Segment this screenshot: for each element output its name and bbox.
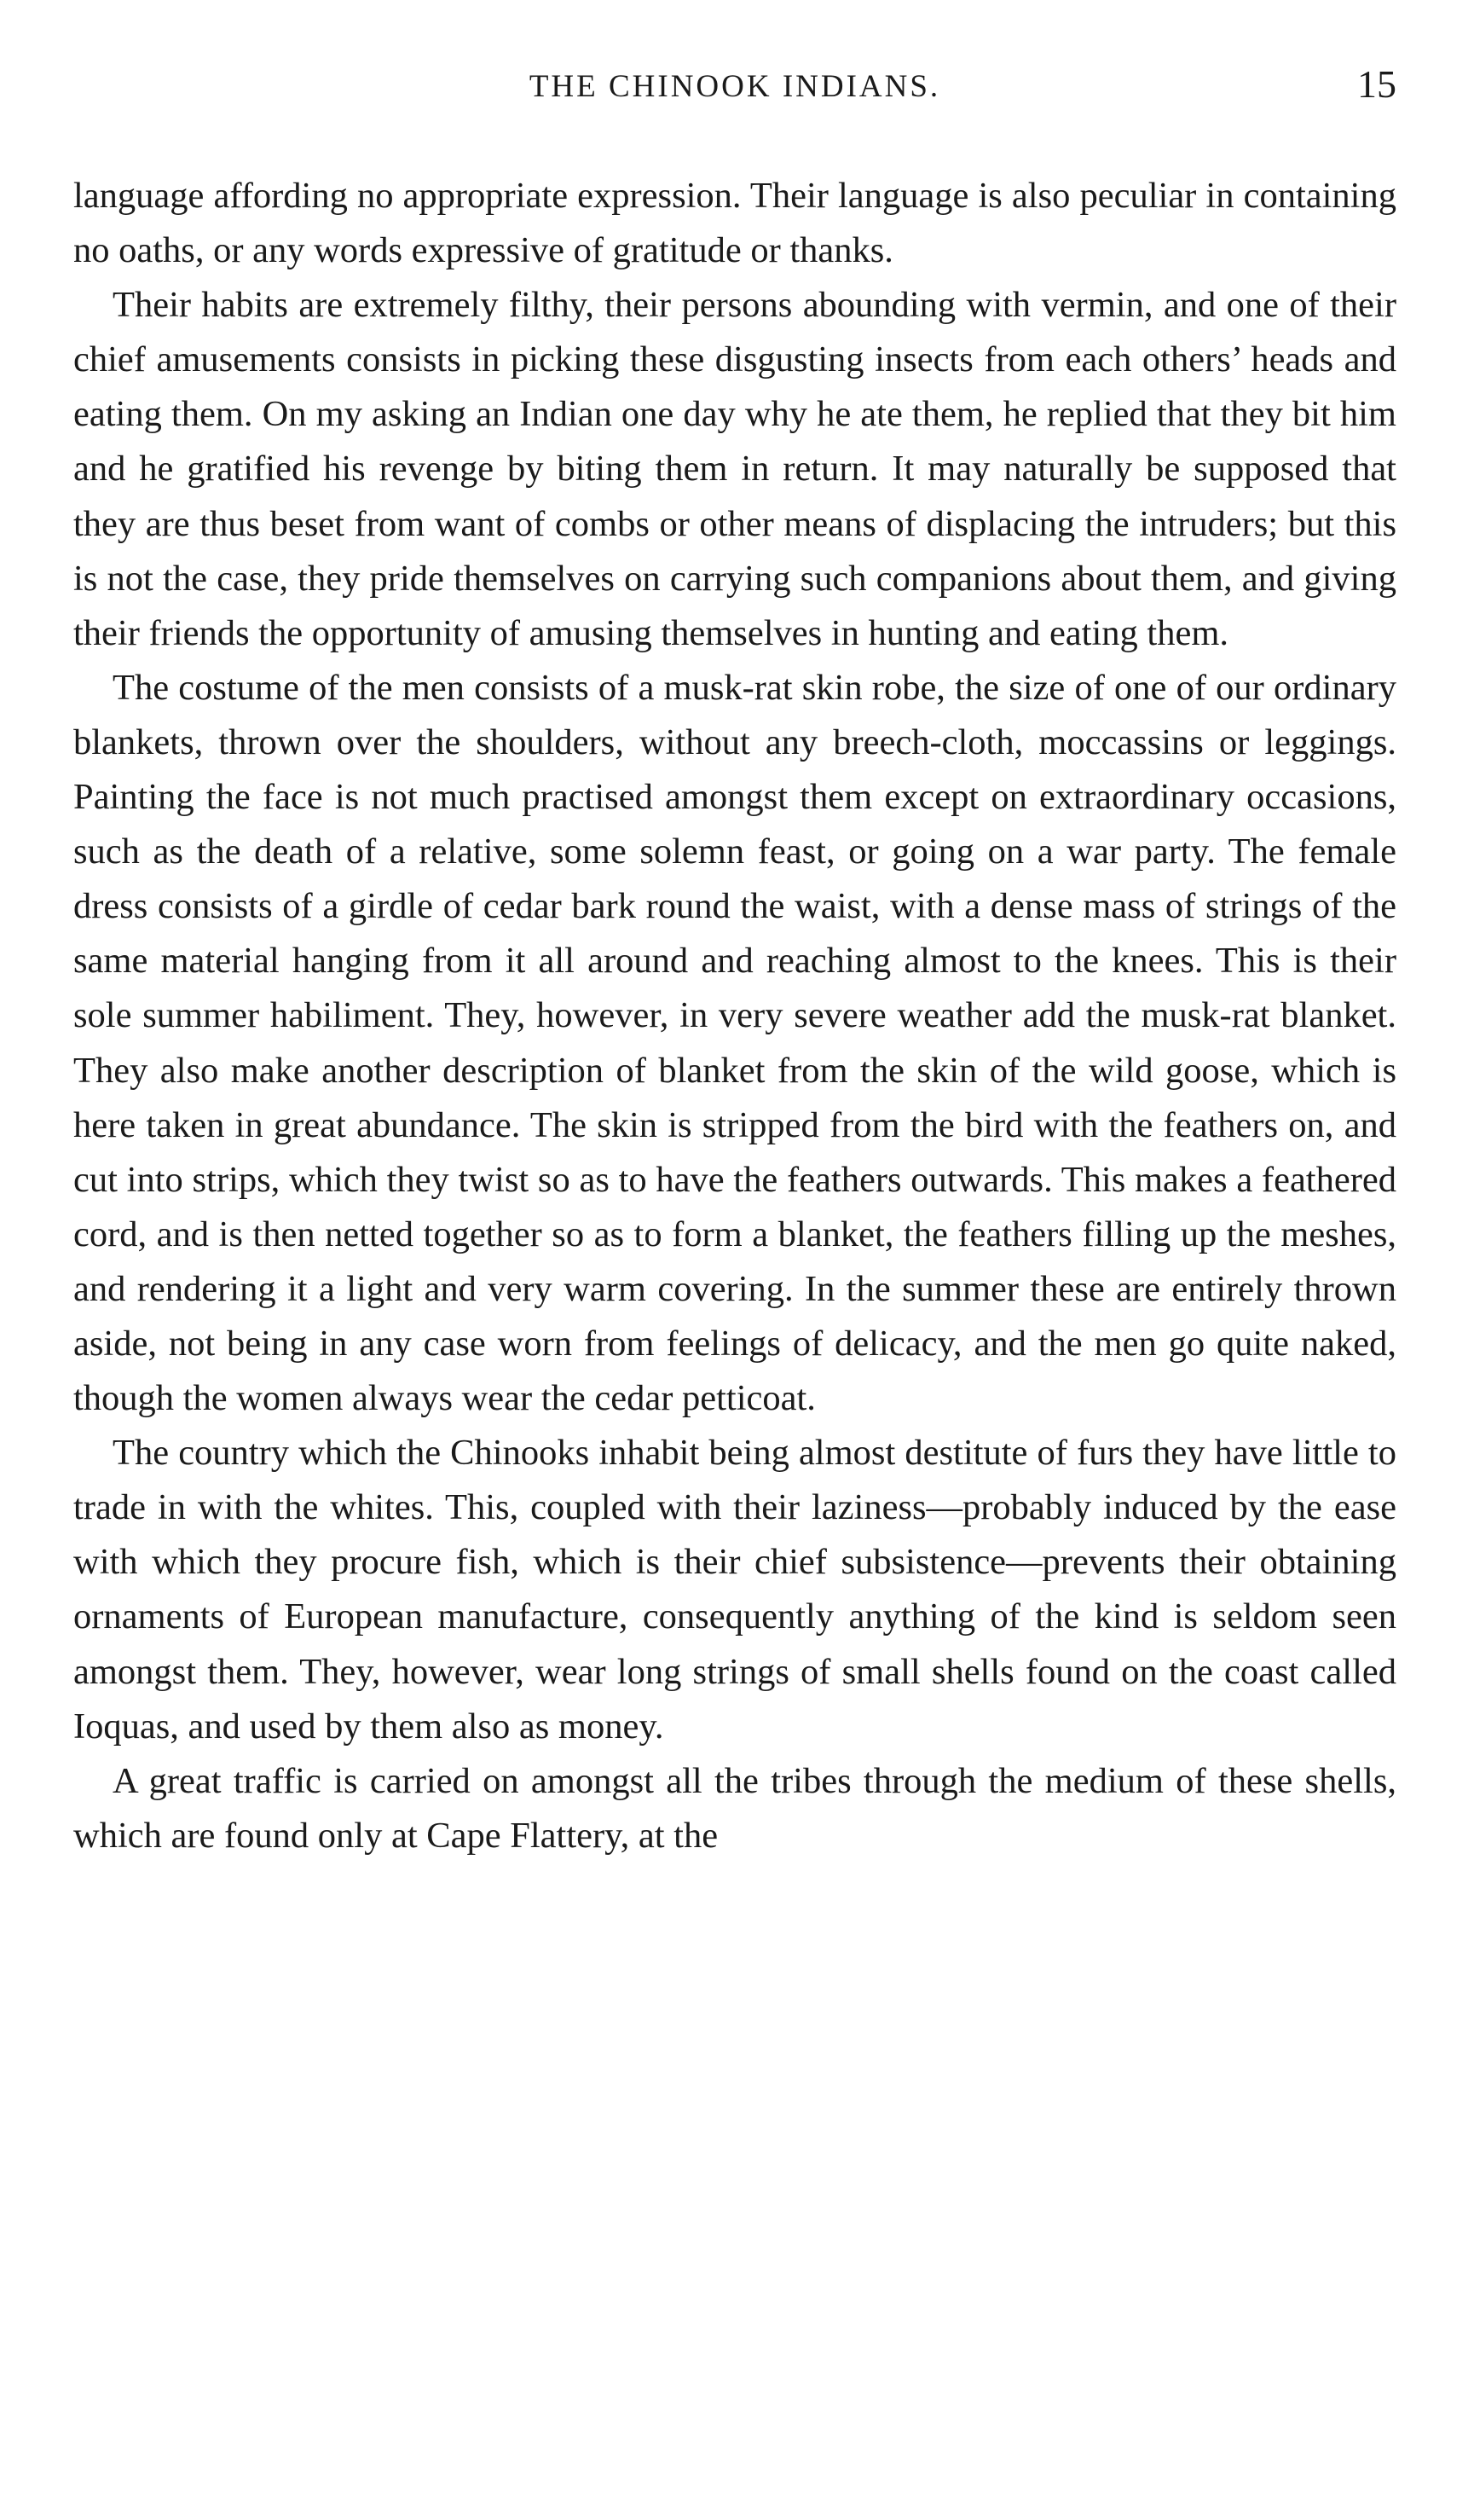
paragraph-habits: Their habits are extremely filthy, their persons abounding with vermin, and one of their chief amusements consists in picking these disgusting insects from each others’ heads and eating them. On my asking an Indian one day why he ate them, he replied that they bit him and he gratified his revenge by biting them in return. It may naturally be supposed that they are thus beset from want of combs or other means of displacing the intruders; but this is not the case, they pride themselves on carrying such companions about them, and giving their friends the opportunity of amusing themselves in hunting and eating them. [73, 285, 1396, 653]
running-head [73, 61, 1396, 121]
page-number: 15 [1357, 62, 1396, 106]
paragraph-country: The country which the Chinooks inhabit being almost destitute of furs they have little to trade in with the whites. This, coupled with their laziness—probably induced by the ease with which they procure fish, which is their chief subsistence—prevents their obtaining ornaments of European manufacture, consequently anything of the kind is seldom seen amongst them. They, however, wear long strings of small shells found on the coast called Ioquas, and used by them also as money. [73, 1433, 1396, 1747]
book-page [73, 61, 1396, 1863]
paragraph-continuation: language affording no appropriate expression. Their language is also peculiar in containing no oaths, or any words expressive of gratitude or thanks. [73, 176, 1396, 271]
paragraph-costume: The costume of the men consists of a musk-rat skin robe, the size of one of our ordinary blankets, thrown over the shoulders, without any breech-cloth, moccassins or leggings. Painting the face is not much practised amongst them except on extraordinary occasions, such as the death of a relative, some solemn feast, or going on a war party. The female dress consists of a girdle of cedar bark round the waist, with a dense mass of strings of the same material hanging from it all around and reaching almost to the knees. This is their sole summer habiliment. They, however, in very severe weather add the musk-rat blanket. They also make another description of blanket from the skin of the wild goose, which is here taken in great abundance. The skin is stripped from the bird with the feathers on, and cut into strips, which they twist so as to have the feathers outwards. This makes a feathered cord, and is then netted together so as to form a blanket, the feathers filling up the meshes, and rendering it a light and very warm covering. In the summer these are entirely thrown aside, not being in any case worn from feelings of delicacy, and the men go quite naked, though the women always wear the cedar petticoat. [73, 667, 1396, 1419]
paragraph-traffic: A great traffic is carried on amongst all the tribes through the medium of these shells, which are found only at Cape Flattery, at the [73, 1760, 1396, 1856]
body-text [73, 169, 1396, 1863]
running-title: THE CHINOOK INDIANS. [529, 69, 941, 104]
